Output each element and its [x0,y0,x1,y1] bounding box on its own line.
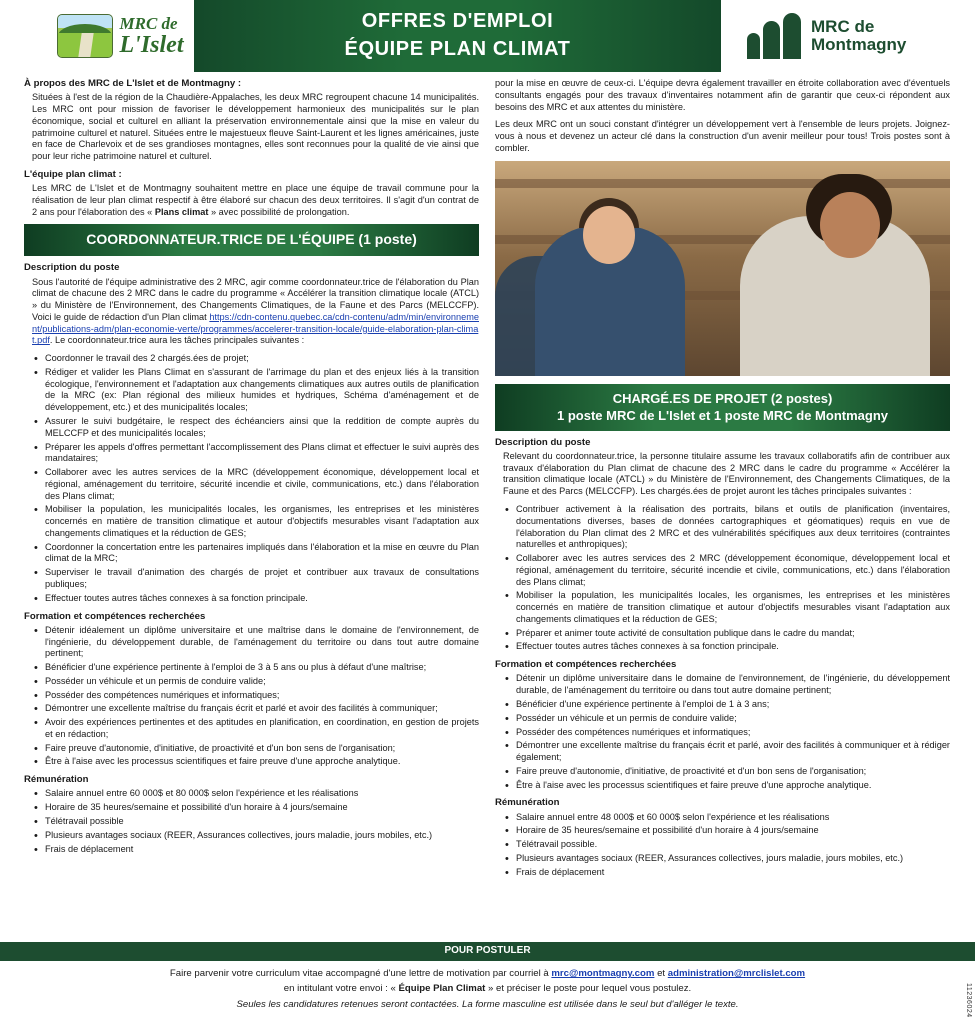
list-item: • Frais de déplacement [34,844,479,856]
header-title-line1: OFFRES D'EMPLOI [361,10,554,33]
list-item: • Avoir des expériences pertinentes et des aptitudes en planification, en coordination, en gestion de projets et en rédaction; [34,717,479,741]
islet-logo-line1: MRC de [119,14,178,33]
content-columns [0,72,975,884]
list-item: • Télétravail possible [34,816,479,828]
list-item: • Être à l'aise avec les processus scientifiques et faire preuve d'une approche analytique. [34,756,479,768]
landscape-icon [57,14,113,58]
team-text-b: » avec possibilité de prolongation. [208,206,350,217]
pm-pay-title: Rémunération [495,797,560,809]
apply-note: Seules les candidatures retenues seront contactées. La forme masculine est utilisée dans le seul but d'alléger le texte. [236,998,739,1010]
coordinator-tasks-list [24,353,479,604]
list-item: • Contribuer activement à la réalisation des portraits, bilans et outils de planification (inventaires, documentations diverses, bases de données cartographiques et géomatiques) requis en vue de l'élaboration du Plan climat des 2 MRC et des vulnérabilités spécifiques aux deux territoires (contraintes naturelles et anthropiques); [505,504,950,551]
document-code: 11236024 [965,983,972,1018]
pm-skills-list [495,673,950,791]
list-item: • Salaire annuel entre 60 000$ et 80 000$ selon l'expérience et les réalisations [34,788,479,800]
pm-banner-line2: 1 poste MRC de L'Islet et 1 poste MRC de Montmagny [556,408,889,424]
pm-job-desc: Relevant du coordonnateur.trice, la personne titulaire assume les travaux collaboratifs afin de contribuer aux travaux d'élaboration du Plan climat de chacune des 2 MRC dans le cadre du programme « Accélérer la transition climatique locale (ATCL) » du Ministère de l'Environnement, des Changements Climatiques, de la Faune et des Parcs (MELCCFP). Les chargés.ées de projet auront les tâches principales suivantes : [503,450,950,497]
apply-text-mid: et [654,968,668,980]
list-item: • Posséder des compétences numériques et informatiques; [505,727,950,739]
list-item: • Faire preuve d'autonomie, d'initiative, de proactivité et d'un bon sens de l'organisation; [34,743,479,755]
islet-logo-line2: L'Islet [119,32,184,58]
list-item: • Horaire de 35 heures/semaine et possibilité d'un horaire à 4 jours/semaine [34,802,479,814]
list-item: • Mobiliser la population, les municipalités locales, les organismes, les entreprises et les ministères concernés en matière de transition climatique et autour d'objectifs mesurables visant l'adaptation aux changements climatiques et la réduction de GES; [34,504,479,539]
mrc-montmagny-logo [725,0,975,72]
apply-line-2 [30,983,945,995]
apply-line-1 [30,968,945,980]
coordinator-pay-list [24,788,479,855]
about-title: À propos des MRC de L'Islet et de Montmagny : [24,78,242,89]
coordinator-desc-a: Sous l'autorité de l'équipe administrative des 2 MRC, agir comme coordonnateur.trice de l'élaboration du Plan climat de chacune des 2 MRC dans le cadre du programme « Accélérer la transition climatique locale (ATCL) » du Ministère de l'Environnement, des Changements Climatiques, de la Faune et des Parcs (MELCCFP). Voici le guide de rédaction d'un Plan climat [32,276,479,322]
email-link-montmagny[interactable]: mrc@montmagny.com [551,968,655,980]
list-item: • Collaborer avec les autres services des 2 MRC (développement économique, développement local et régional, aménagement du territoire, sécurité incendie et civile, communications, etc.) dans l'élaboration des Plans climat; [505,553,950,588]
team-text-a: Les MRC de L'Islet et de Montmagny souhaitent mettre en place une équipe de travail commune pour la réalisation de leur plan climat respectif à être élaboré sur chacun des deux territoires. Il s'agit d'un contrat de 2 ans pour l'élaboration des « [32,183,479,217]
header-title-line2: ÉQUIPE PLAN CLIMAT [344,38,571,60]
list-item: • Coordonner le travail des 2 chargés.ées de projet; [34,353,479,365]
coordinator-desc-b: . Le coordonnateur.trice aura les tâches principales suivantes : [49,335,305,346]
list-item: • Effectuer toutes autres tâches connexes à sa fonction principale. [34,593,479,605]
list-item: • Mobiliser la population, les municipalités locales, les organismes, les entreprises et les ministères concernés en matière de transition climatique et autour d'objectifs mesurables visant l'adaptation aux changements climatiques et la réduction de GES; [505,590,950,625]
mountains-icon [747,13,801,59]
coordinator-pay-title: Rémunération [24,774,89,786]
list-item: • Bénéficier d'une expérience pertinente à l'emploi de 3 à 5 ans ou plus à défaut d'une maîtrise; [34,662,479,674]
apply-text-a: Faire parvenir votre curriculum vitae accompagné d'une lettre de motivation par courriel à [169,968,552,980]
about-paragraph: Situées à l'est de la région de la Chaudière-Appalaches, les deux MRC regroupent chacune 14 municipalités. Les MRC ont pour mission de favoriser le développement harmonieux des municipalités sur le plan économique, social et culturel en alliant la préservation environnementale ainsi que la mise en valeur du patrimoine culturel et naturel. Situées entre le majestueux fleuve Saint-Laurent et les lignes américaines, juste en face de Charlevoix et de ses grandioses montagnes, elles sont reconnues pour la qualité de vie ainsi que pour leur riche patrimoine naturel et culturel. [32,92,479,162]
montmagny-logo-line2: Montmagny [811,35,907,54]
list-item: • Plusieurs avantages sociaux (REER, Assurances collectives, jours maladie, jours mobiles, etc.) [505,853,950,865]
coordinator-banner: COORDONNATEUR.TRICE DE L'ÉQUIPE (1 poste) [24,224,479,256]
team-title: L'équipe plan climat : [24,168,122,180]
pm-skills-title: Formation et compétences recherchées [495,659,677,671]
header-title-banner [190,0,725,72]
guide-link[interactable]: https://cdn-contenu.quebec.ca/cdn-contenu/adm/min/environnement/publications-adm/plan-economie-verte/programmes/accelerer-transition-locale/guide-elaboration-plan-climat.pdf [32,311,479,346]
right-intro-paragraph-2: Les deux MRC ont un souci constant d'intégrer un développement vert à l'ensemble de leurs projets. Joignez-vous à nous et devenez un acteur clé dans la construction d'un avenir meilleur pour tous! Trois postes sont à combler. [495,119,950,153]
list-item: • Posséder un véhicule et un permis de conduire valide; [34,676,479,688]
team-photo [495,161,950,376]
mrc-islet-logo [0,0,190,72]
list-item: • Être à l'aise avec les processus scientifiques et faire preuve d'une approche analytique. [505,780,950,792]
team-text-bold: Plans climat [154,206,209,217]
list-item: • Horaire de 35 heures/semaine et possibilité d'un horaire à 4 jours/semaine [505,825,950,837]
team-paragraph [32,183,479,218]
list-item: • Télétravail possible. [505,839,950,851]
coordinator-job-desc-title: Description du poste [24,262,120,274]
left-column [24,78,479,884]
list-item: • Préparer et animer toute activité de consultation publique dans le cadre du mandat; [505,628,950,640]
list-item: • Posséder des compétences numériques et informatiques; [34,690,479,702]
coordinator-skills-title: Formation et compétences recherchées [24,610,206,622]
page-footer [0,942,975,1024]
list-item: • Effectuer toutes autres tâches connexes à sa fonction principale. [505,641,950,653]
list-item: • Superviser le travail d'animation des chargés de projet et contribuer aux travaux de consultations publiques; [34,567,479,591]
list-item: • Démontrer une excellente maîtrise du français écrit et parlé, avoir des facilités à communiquer et à rédiger également; [505,740,950,764]
apply-subject-b: » et préciser le poste pour lequel vous postulez. [485,983,692,995]
project-manager-banner [495,384,950,431]
apply-instructions [0,961,975,1024]
apply-subject-bold: Équipe Plan Climat [398,983,486,995]
list-item: • Frais de déplacement [505,867,950,879]
email-link-islet[interactable]: administration@mrclislet.com [667,968,806,980]
list-item: • Assurer le suivi budgétaire, le respect des échéanciers ainsi que la reddition de compte auprès du MELCCFP et des municipalités locales; [34,416,479,440]
pm-tasks-list [495,504,950,653]
list-item: • Plusieurs avantages sociaux (REER, Assurances collectives, jours maladie, jours mobiles, etc.) [34,830,479,842]
montmagny-logo-line1: MRC de [811,17,875,37]
coordinator-job-desc [32,277,479,348]
right-column [495,78,950,884]
list-item: • Collaborer avec les autres services de la MRC (développement économique, développement local et régional, aménagement du territoire, sécurité incendie et civile, communications, etc.) dans l'élaboration des Plans climat; [34,467,479,502]
page-header [0,0,975,72]
list-item: • Faire preuve d'autonomie, d'initiative, de proactivité et d'un bon sens de l'organisation; [505,766,950,778]
list-item: • Posséder un véhicule et un permis de conduire valide; [505,713,950,725]
apply-banner: POUR POSTULER [0,942,975,961]
pm-pay-list [495,812,950,879]
coordinator-skills-list [24,625,479,768]
list-item: • Détenir idéalement un diplôme universitaire et une maîtrise dans le domaine de l'environnement, de l'ingénierie, du développement durable, de l'aménagement du territoire ou dans tout autre domaine pertinent; [34,625,479,660]
right-intro-paragraph-1: pour la mise en œuvre de ceux-ci. L'équipe devra également travailler en étroite collaboration avec d'éventuels consultants engagés pour des travaux d'inventaires notamment afin de garantir que ceux-ci répondent aux besoins des MRC et aux attentes du ministère. [495,78,950,112]
pm-job-desc-title: Description du poste [495,436,591,448]
pm-banner-line1: CHARGÉ.ES DE PROJET (2 postes) [612,390,833,406]
list-item: • Salaire annuel entre 48 000$ et 60 000$ selon l'expérience et les réalisations [505,812,950,824]
apply-subject-a: en intitulant votre envoi : « [283,983,399,995]
list-item: • Préparer les appels d'offres permettant l'accomplissement des Plans climat et effectuer le suivi auprès des mandataires; [34,442,479,466]
list-item: • Détenir un diplôme universitaire dans le domaine de l'environnement, de l'ingénierie, du développement durable, de l'aménagement du territoire ou dans tout autre domaine pertinent; [505,673,950,697]
list-item: • Rédiger et valider les Plans Climat en s'assurant de l'arrimage du plan et des enjeux liés à la transition écologique, l'environnement et l'adaptation aux changements climatiques aux autres outils de planification de la MRC (ex: Plan régional des milieux humides et hydriques, Schéma d'aménagement et de développement, etc.) et des municipalités locales; [34,367,479,414]
list-item: • Démontrer une excellente maîtrise du français écrit et parlé et avoir des facilités à communiquer; [34,703,479,715]
list-item: • Coordonner la concertation entre les partenaires impliqués dans l'élaboration et la mise en œuvre du Plan climat de la MRC; [34,542,479,566]
list-item: • Bénéficier d'une expérience pertinente à l'emploi de 1 à 3 ans; [505,699,950,711]
